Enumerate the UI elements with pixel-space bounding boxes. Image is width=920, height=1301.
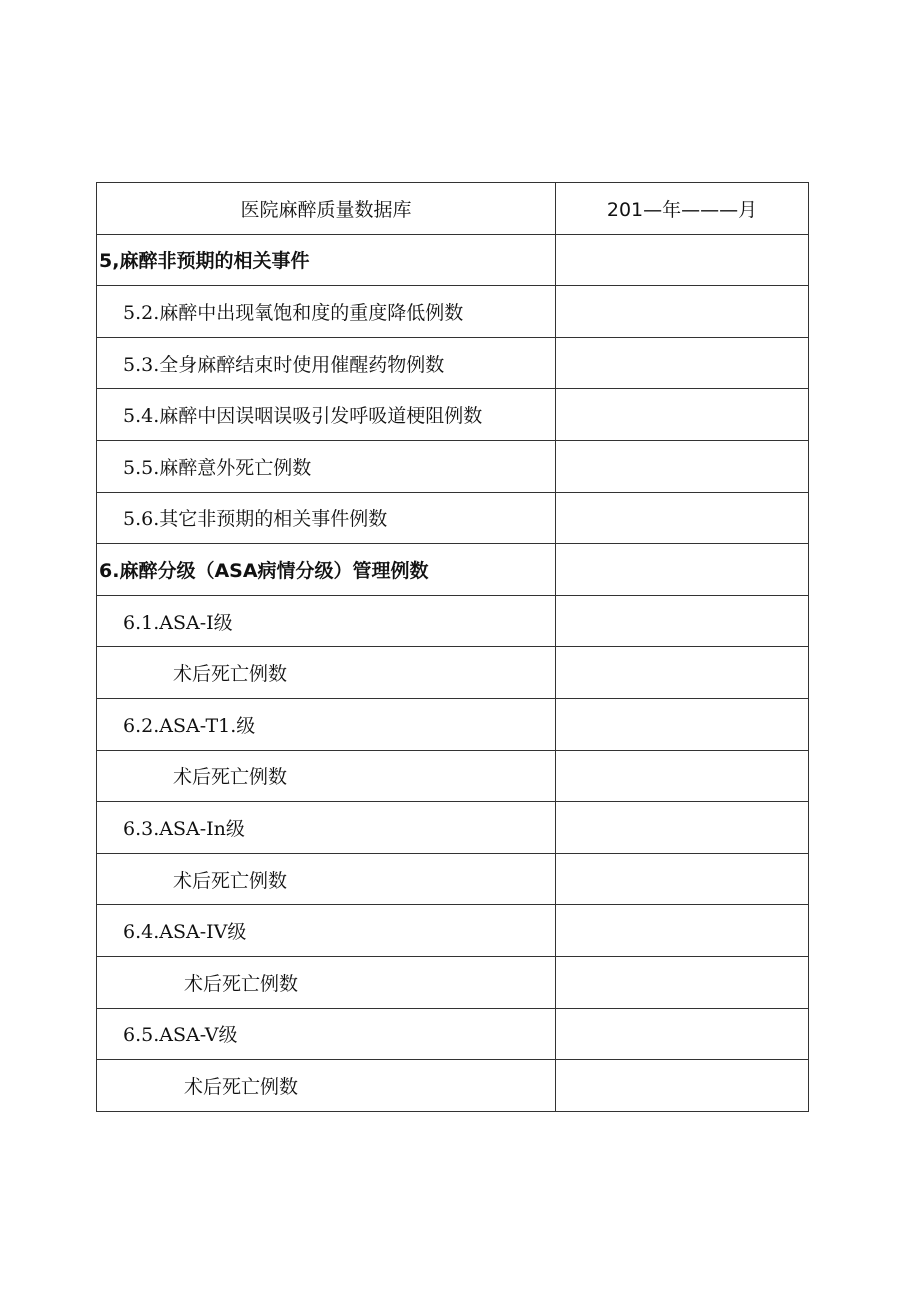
table-row	[97, 595, 809, 647]
row-label: 6.3.ASA-In级	[97, 802, 556, 854]
value-cell[interactable]	[556, 595, 809, 647]
sub-row-label: 术后死亡例数	[97, 1060, 556, 1112]
table-row	[97, 286, 809, 338]
value-cell[interactable]	[556, 905, 809, 957]
section-heading: 5,麻醉非预期的相关事件	[97, 234, 556, 286]
table-row	[97, 1060, 809, 1112]
value-cell[interactable]	[556, 492, 809, 544]
table-row	[97, 853, 809, 905]
table-row	[97, 337, 809, 389]
value-cell[interactable]	[556, 286, 809, 338]
value-cell[interactable]	[556, 389, 809, 441]
value-cell[interactable]	[556, 853, 809, 905]
table-title: 医院麻醉质量数据库	[97, 183, 556, 235]
row-label: 5.2.麻醉中出现氧饱和度的重度降低例数	[97, 286, 556, 338]
table-row	[97, 802, 809, 854]
table-row	[97, 440, 809, 492]
period-header: 201—年———月	[556, 183, 809, 235]
anesthesia-quality-table	[96, 182, 809, 1112]
row-label: 5.5.麻醉意外死亡例数	[97, 440, 556, 492]
table-row	[97, 905, 809, 957]
value-cell[interactable]	[556, 647, 809, 699]
value-cell[interactable]	[556, 750, 809, 802]
table-row	[97, 234, 809, 286]
table-row	[97, 647, 809, 699]
table-row	[97, 544, 809, 596]
value-cell[interactable]	[556, 234, 809, 286]
row-label: 6.2.ASA-T1.级	[97, 698, 556, 750]
value-cell[interactable]	[556, 802, 809, 854]
row-label: 6.1.ASA-I级	[97, 595, 556, 647]
row-label: 5.3.全身麻醉结束时使用催醒药物例数	[97, 337, 556, 389]
table-row	[97, 389, 809, 441]
value-cell[interactable]	[556, 440, 809, 492]
sub-row-label: 术后死亡例数	[97, 750, 556, 802]
value-cell[interactable]	[556, 956, 809, 1008]
sub-row-label: 术后死亡例数	[97, 853, 556, 905]
table-row	[97, 750, 809, 802]
row-label: 6.4.ASA-IV级	[97, 905, 556, 957]
value-cell[interactable]	[556, 1008, 809, 1060]
value-cell[interactable]	[556, 1060, 809, 1112]
row-label: 5.6.其它非预期的相关事件例数	[97, 492, 556, 544]
value-cell[interactable]	[556, 337, 809, 389]
table-row	[97, 1008, 809, 1060]
section-heading: 6.麻醉分级（ASA病情分级）管理例数	[97, 544, 556, 596]
value-cell[interactable]	[556, 544, 809, 596]
value-cell[interactable]	[556, 698, 809, 750]
row-label: 5.4.麻醉中因误咽误吸引发呼吸道梗阻例数	[97, 389, 556, 441]
table-row	[97, 956, 809, 1008]
table-row	[97, 698, 809, 750]
table-row	[97, 492, 809, 544]
row-label: 6.5.ASA-V级	[97, 1008, 556, 1060]
table-header-row	[97, 183, 809, 235]
sub-row-label: 术后死亡例数	[97, 956, 556, 1008]
sub-row-label: 术后死亡例数	[97, 647, 556, 699]
